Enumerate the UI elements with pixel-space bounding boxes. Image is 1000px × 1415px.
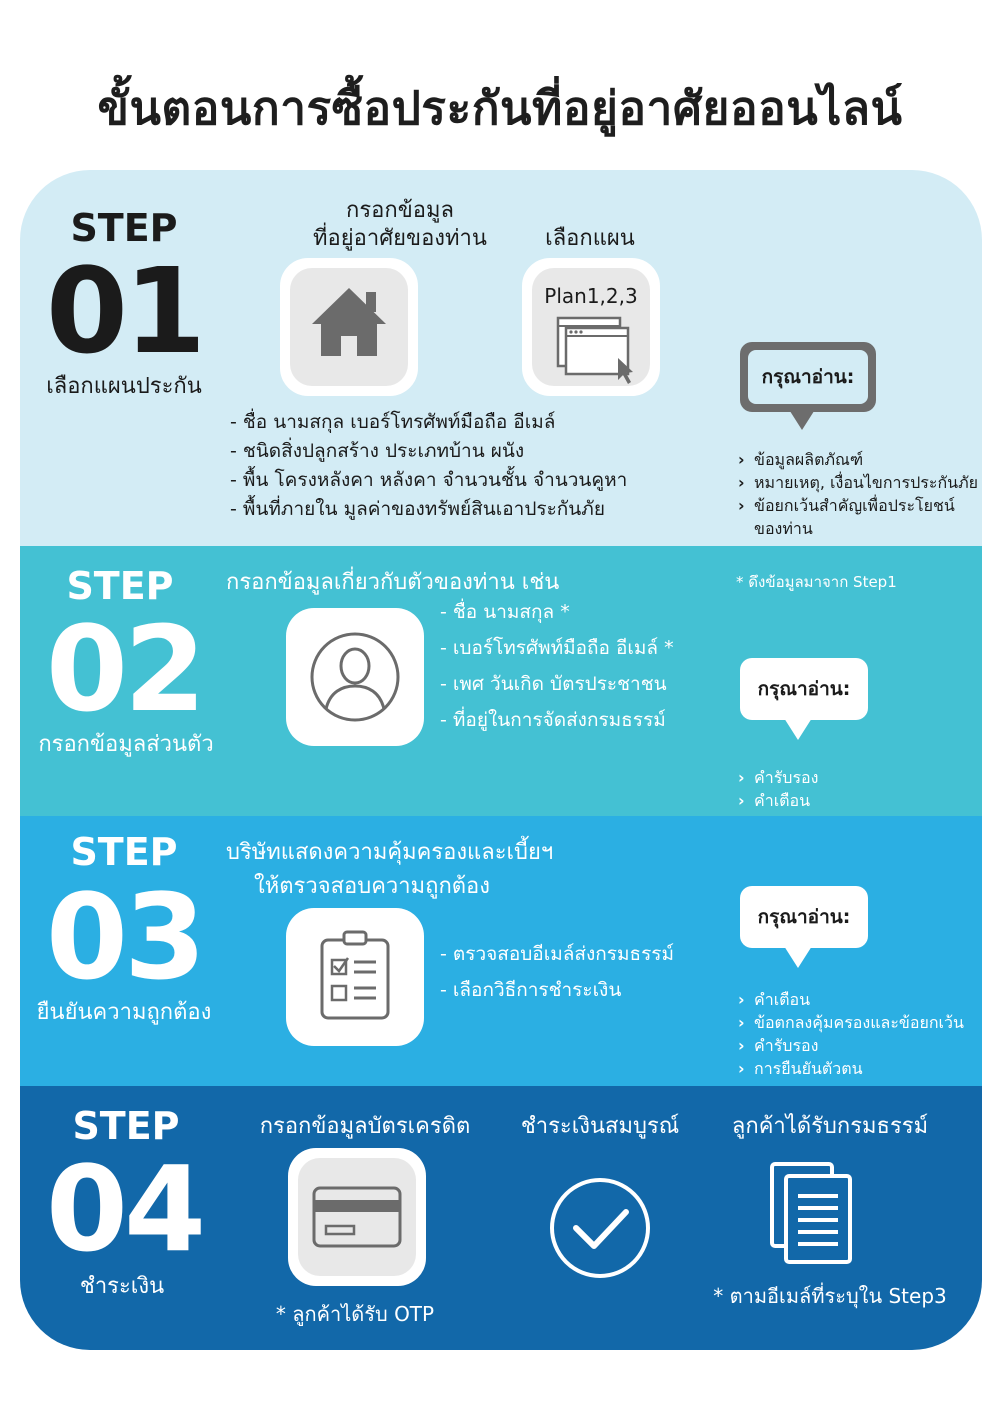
credit-card-icon-box	[288, 1148, 426, 1286]
step-02-section	[20, 546, 982, 816]
step-02-subtitle: กรอกข้อมูลส่วนตัว	[38, 732, 214, 757]
list-item: - พื้น โครงหลังคา หลังคา จำนวนชั้น จำนวนคูหา	[230, 469, 628, 491]
step-01-subtitle: เลือกแผนประกัน	[46, 374, 202, 399]
list-item: › คำเตือน	[738, 791, 811, 810]
chevron-right-icon: ›	[738, 1059, 745, 1078]
home-icon	[280, 258, 418, 396]
step-04-section	[20, 1086, 982, 1350]
please-read-label: กรุณาอ่าน:	[757, 906, 851, 928]
list-item: › คำเตือน	[738, 990, 811, 1009]
user-icon-box	[286, 608, 424, 746]
step-03-read-list	[738, 988, 964, 1080]
step-04-col3-title: ลูกค้าได้รับกรมธรรม์	[731, 1114, 929, 1139]
list-item: - เบอร์โทรศัพท์มือถือ อีเมล์ *	[440, 637, 674, 659]
step-01-col2-title: เลือกแผน	[545, 226, 635, 251]
step-01-col1-title-2: ที่อยู่อาศัยของท่าน	[313, 226, 487, 251]
list-item: - พื้นที่ภายใน มูลค่าของทรัพย์สินเอาประกันภัย	[230, 498, 605, 520]
list-item: › ข้อมูลผลิตภัณฑ์	[738, 450, 864, 469]
please-read-label: กรุณาอ่าน:	[757, 678, 851, 700]
page-title: ขั้นตอนการซื้อประกันที่อยู่อาศัยออนไลน์	[97, 81, 903, 135]
step-03-section	[20, 816, 982, 1086]
please-read-bubble-3	[740, 886, 868, 948]
check-circle-icon	[530, 1158, 670, 1298]
step-02-read-list	[738, 766, 818, 812]
chevron-right-icon: ›	[738, 791, 745, 810]
chevron-right-icon: ›	[738, 496, 745, 515]
step-02-bullet-list	[440, 594, 674, 738]
plan-text: Plan1,2,3	[544, 284, 638, 308]
list-item: › คำรับรอง	[738, 768, 819, 787]
step-02-note: * ดึงข้อมูลมาจาก Step1	[736, 573, 897, 591]
please-read-bubble-2	[740, 658, 868, 720]
step-04-col1-note: * ลูกค้าได้รับ OTP	[275, 1302, 435, 1326]
bubble-tail	[784, 946, 812, 968]
list-item: - ตรวจสอบอีเมล์ส่งกรมธรรม์	[440, 943, 675, 965]
chevron-right-icon: ›	[738, 1013, 745, 1032]
step-01-col1-title-1: กรอกข้อมูล	[346, 198, 454, 223]
step-01-section	[20, 170, 982, 546]
step-01-read-list	[738, 448, 978, 540]
clipboard-checklist-icon	[286, 908, 424, 1046]
chevron-right-icon: ›	[738, 473, 745, 492]
documents-icon	[758, 1156, 868, 1276]
step-04-number: 04	[45, 1140, 203, 1278]
home-icon-box	[280, 258, 418, 396]
list-item: - เพศ วันเกิด บัตรประชาชน	[440, 673, 667, 695]
list-item: › หมายเหตุ, เงื่อนไขการประกันภัย	[738, 473, 978, 492]
list-item: › ข้อยกเว้นสำคัญเพื่อประโยชน์	[738, 496, 955, 515]
list-item: ของท่าน	[754, 519, 813, 538]
step-01-word: STEP	[70, 206, 178, 250]
step-02-word: STEP	[66, 564, 174, 608]
bubble-tail	[788, 408, 816, 430]
step-04-subtitle: ชำระเงิน	[79, 1274, 165, 1299]
steps-card	[20, 170, 982, 1350]
list-item: › คำรับรอง	[738, 1036, 819, 1055]
please-read-label: กรุณาอ่าน:	[748, 350, 868, 404]
step-04-col3-note: * ตามอีเมล์ที่ระบุใน Step3	[713, 1284, 947, 1308]
step-02-heading: กรอกข้อมูลเกี่ยวกับตัวของท่าน เช่น	[226, 570, 560, 595]
chevron-right-icon: ›	[738, 768, 745, 787]
browser-window-icon	[522, 258, 660, 396]
step-01-bullet-list	[230, 408, 627, 524]
list-item: - ชื่อ นามสกุล *	[440, 601, 570, 623]
list-item: - ชนิดสิ่งปลูกสร้าง ประเภทบ้าน ผนัง	[230, 440, 525, 462]
step-03-number: 03	[45, 868, 203, 1006]
bubble-tail	[784, 718, 812, 740]
list-item: › ข้อตกลงคุ้มครองและข้อยกเว้น	[738, 1013, 964, 1032]
step-04-col1-title: กรอกข้อมูลบัตรเครดิต	[259, 1114, 471, 1139]
chevron-right-icon: ›	[738, 990, 745, 1009]
chevron-right-icon: ›	[738, 1036, 745, 1055]
user-profile-icon	[286, 608, 424, 746]
step-03-word: STEP	[70, 830, 178, 874]
step-03-bullet-list	[440, 936, 674, 1008]
step-03-subtitle: ยืนยันความถูกต้อง	[36, 1000, 212, 1025]
list-item: › การยืนยันตัวตน	[738, 1059, 863, 1078]
list-item: - ที่อยู่ในการจัดส่งกรมธรรม์	[440, 709, 666, 731]
list-item: - เลือกวิธีการชำระเงิน	[440, 979, 622, 1001]
list-item: - ชื่อ นามสกุล เบอร์โทรศัพท์มือถือ อีเมล์	[230, 411, 556, 433]
please-read-bubble-1	[740, 342, 876, 412]
step-04-col2-title: ชำระเงินสมบูรณ์	[520, 1114, 680, 1139]
plan-icon-box	[522, 258, 660, 396]
step-04-word: STEP	[72, 1104, 180, 1148]
checklist-icon-box	[286, 908, 424, 1046]
chevron-right-icon: ›	[738, 450, 745, 469]
step-03-heading-2: ให้ตรวจสอบความถูกต้อง	[254, 874, 491, 899]
step-03-heading-1: บริษัทแสดงความคุ้มครองและเบี้ยฯ	[226, 840, 554, 865]
credit-card-icon	[288, 1148, 426, 1286]
step-01-number: 01	[45, 242, 203, 380]
step-02-number: 02	[45, 600, 203, 738]
